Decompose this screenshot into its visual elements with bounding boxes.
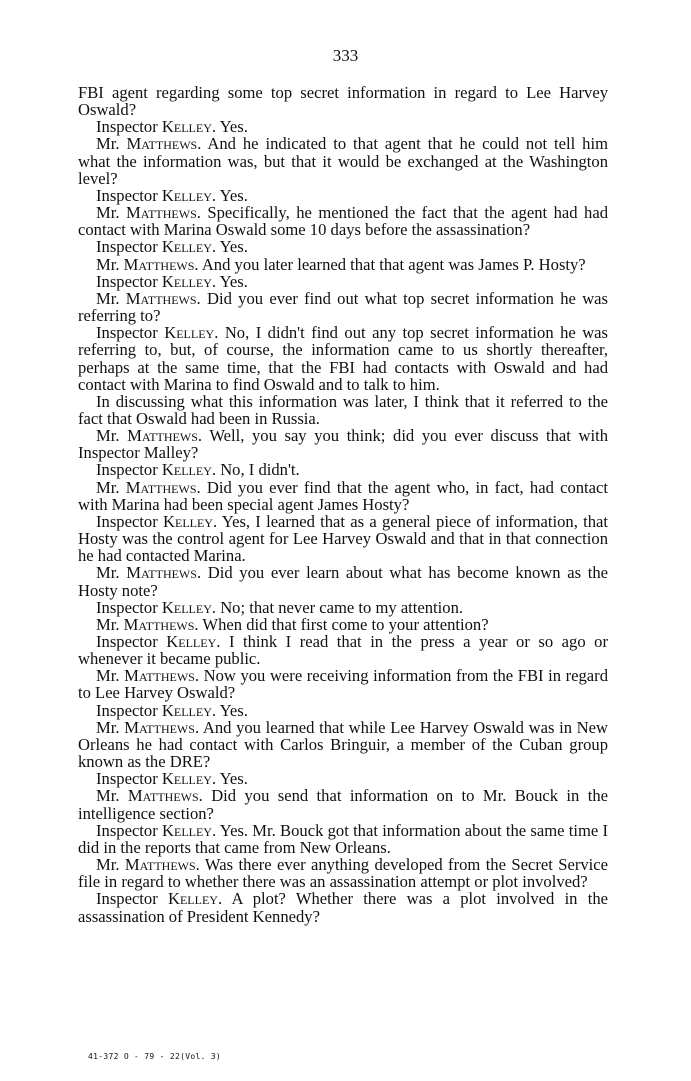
paragraph-text: And you learned that while Lee Harvey Oswald was in New Orleans he had contact with Carlos Bringuir, a member of the Cuban group known as the DRE? [78,717,608,772]
testimony-paragraph: Inspector Kelley. Yes. [96,700,248,720]
text-paragraph [78,84,608,118]
paragraph-text: Yes, I learned that as a general piece of information, that Hosty was the control agent for Lee Harvey Oswald and that in that connection he had contacted Marina. [78,511,608,566]
speaker-title: Mr. [96,563,120,583]
testimony-paragraph: Mr. Matthews. Did you send that information on to Mr. Bouck in the intelligence section? [78,786,608,823]
speaker-name: Matthews [123,614,195,634]
speaker-title: Inspector [96,820,158,840]
paragraph-text: No; that never came to my attention. [220,597,464,617]
testimony-paragraph: Inspector Kelley. Yes, I learned that as a general piece of information, that Hosty was the control agent for Lee Harvey Oswald and that in that connection he had contacted Marina. [78,511,608,566]
speaker-title: Inspector [96,323,158,343]
paragraph-text: Did you ever learn about what has become known as the Hosty note? [78,563,608,600]
paragraph-text: When did that first come to your attention? [202,614,489,634]
speaker-title: Inspector [96,460,158,480]
speaker-name: Matthews [126,563,197,583]
speaker-name: Matthews [123,254,195,274]
speaker-title: Mr. [96,717,120,737]
testimony-paragraph: Mr. Matthews. Did you ever learn about what has become known as the Hosty note? [78,563,608,600]
testimony-paragraph: Inspector Kelley. No; that never came to my attention. [96,597,464,617]
speaker-name: Kelley [161,769,212,789]
paragraph-text: Yes. [219,237,248,257]
paragraph-text: And he indicated to that agent that he could not tell him what the information was, but that it would be exchanged at the Washington level? [78,134,608,188]
speaker-name: Kelley [161,185,212,205]
speaker-title: Mr. [96,288,120,308]
paragraph-text: And you later learned that that agent was James P. Hosty? [201,254,586,274]
speaker-name: Kelley [161,460,212,480]
testimony-paragraph: Mr. Matthews. Well, you say you think; did you ever discuss that with Inspector Malley? [78,426,608,463]
page-number: 333 [332,46,359,65]
testimony-paragraph: Mr. Matthews. When did that first come to your attention? [96,614,489,634]
testimony-paragraph: Mr. Matthews. And you learned that while Lee Harvey Oswald was in New Orleans he had contact with Carlos Bringuir, a member of the Cuban group known as the DRE? [78,717,608,772]
speaker-name: Kelley [166,632,217,651]
paragraph-text: Yes. [219,117,248,137]
speaker-title: Mr. [96,855,120,875]
speaker-title: Inspector [96,632,158,651]
speaker-title: Mr. [96,614,120,634]
paragraph-text: Did you send that information on to Mr. Bouck in the intelligence section? [78,786,608,823]
speaker-title: Inspector [96,511,158,531]
paragraph-text: Yes. [219,700,248,720]
testimony-paragraph: Inspector Kelley. Yes. [96,185,248,205]
speaker-name: Kelley [161,117,212,137]
testimony-paragraph: Inspector Kelley. I think I read that in the press a year or so ago or whenever it became public. [78,632,608,669]
speaker-name: Matthews [127,426,198,446]
speaker-title: Mr. [96,786,120,806]
testimony-paragraph: Mr. Matthews. Now you were receiving information from the FBI in regard to Lee Harvey Oswald? [78,666,608,703]
speaker-name: Matthews [124,666,195,686]
testimony-paragraph: Inspector Kelley. Yes. Mr. Bouck got that information about the same time I did in the reports that came from New Orleans. [78,820,608,857]
speaker-title: Mr. [96,426,120,446]
testimony-paragraph: Mr. Matthews. Did you ever find that the agent who, in fact, had contact with Marina had been special agent James Hosty? [78,477,608,514]
testimony-paragraph: Mr. Matthews. Specifically, he mentioned the fact that the agent had had contact with Marina Oswald some 10 days before the assassination? [78,203,608,240]
paragraph-text: In discussing what this information was later, I think that it referred to the fact that Oswald had been in Russia. [78,391,608,428]
speaker-name: Kelley [163,511,213,531]
speaker-name: Matthews [126,134,198,154]
paragraph-text: Now you were receiving information from the FBI in regard to Lee Harvey Oswald? [78,666,608,703]
paragraph-text: Yes. [219,271,248,291]
transcript-body [78,84,608,925]
speaker-title: Mr. [96,477,120,497]
testimony-paragraph: Inspector Kelley. Yes. [96,237,248,257]
paragraph-text: Yes. [219,185,248,205]
paragraph-text: Did you ever find out what top secret information he was referring to? [78,288,608,326]
speaker-title: Inspector [96,271,158,291]
paragraph-text: Yes. Mr. Bouck got that information about the same time I did in the reports that came from New Orleans. [78,820,608,857]
speaker-name: Matthews [125,477,197,497]
testimony-paragraph: Inspector Kelley. Yes. [96,769,248,789]
speaker-title: Inspector [96,185,158,205]
speaker-title: Inspector [96,597,158,617]
text-paragraph [78,393,608,427]
testimony-paragraph: Inspector Kelley. A plot? Whether there was a plot involved in the assassination of President Kennedy? [78,889,608,926]
paragraph-text: No, I didn't. [220,460,300,480]
speaker-title: Mr. [96,254,120,274]
testimony-paragraph: Inspector Kelley. No, I didn't find out any top secret information he was referring to, but, of course, the information came to us shortly thereafter, perhaps at the same time, that the FBI had contacts with Oswald and had contact with Marina to find Oswald and to talk to him. [78,323,609,394]
speaker-name: Kelley [161,237,212,257]
paragraph-text: Did you ever find that the agent who, in fact, had contact with Marina had been special agent James Hosty? [78,477,608,514]
speaker-name: Matthews [126,203,197,223]
paragraph-text: Well, you say you think; did you ever discuss that with Inspector Malley? [78,426,608,463]
speaker-name: Kelley [164,323,215,343]
speaker-title: Mr. [96,666,120,686]
speaker-title: Inspector [96,237,158,257]
print-footer: 41-372 O - 79 - 22(Vol. 3) [88,1052,222,1061]
paragraph-text: Yes. [219,769,248,789]
testimony-paragraph: Inspector Kelley. Yes. [96,271,248,291]
speaker-title: Inspector [96,889,158,909]
speaker-name: Kelley [161,700,212,720]
paragraph-text: FBI agent regarding some top secret information in regard to Lee Harvey Oswald? [78,83,608,120]
speaker-title: Inspector [96,700,158,720]
paragraph-text: No, I didn't find out any top secret information he was referring to, but, of course, the information came to us shortly thereafter, perhaps at the same time, that the FBI had contacts with Oswald and had contact with Marina to find Oswald and to talk to him. [78,323,609,394]
speaker-title: Inspector [96,117,158,137]
speaker-name: Matthews [124,855,196,875]
speaker-name: Matthews [124,717,195,737]
speaker-title: Inspector [96,769,158,789]
paragraph-text: A plot? Whether there was a plot involved in the assassination of President Kennedy? [78,889,608,926]
testimony-paragraph: Mr. Matthews. And you later learned that that agent was James P. Hosty? [96,254,586,274]
paragraph-text: Specifically, he mentioned the fact that the agent had had contact with Marina Oswald some 10 days before the assassination? [78,203,608,240]
testimony-paragraph: Mr. Matthews. And he indicated to that agent that he could not tell him what the information was, but that it would be exchanged at the Washington level? [78,134,608,188]
testimony-paragraph: Inspector Kelley. Yes. [96,117,248,137]
paragraph-text: I think I read that in the press a year or so ago or whenever it became public. [78,632,608,669]
speaker-name: Kelley [167,889,218,909]
speaker-name: Kelley [162,820,212,840]
speaker-name: Matthews [125,288,197,308]
testimony-paragraph: Mr. Matthews. Was there ever anything developed from the Secret Service file in regard to whether there was an assassination attempt or plot involved? [78,855,608,892]
speaker-name: Kelley [161,271,212,291]
speaker-name: Matthews [127,786,199,806]
speaker-name: Kelley [161,597,212,617]
testimony-paragraph: Mr. Matthews. Did you ever find out what top secret information he was referring to? [78,288,608,326]
speaker-title: Mr. [96,134,120,154]
speaker-title: Mr. [96,203,120,223]
testimony-paragraph: Inspector Kelley. No, I didn't. [96,460,300,480]
paragraph-text: Was there ever anything developed from the Secret Service file in regard to whether there was an assassination attempt or plot involved? [78,855,608,892]
